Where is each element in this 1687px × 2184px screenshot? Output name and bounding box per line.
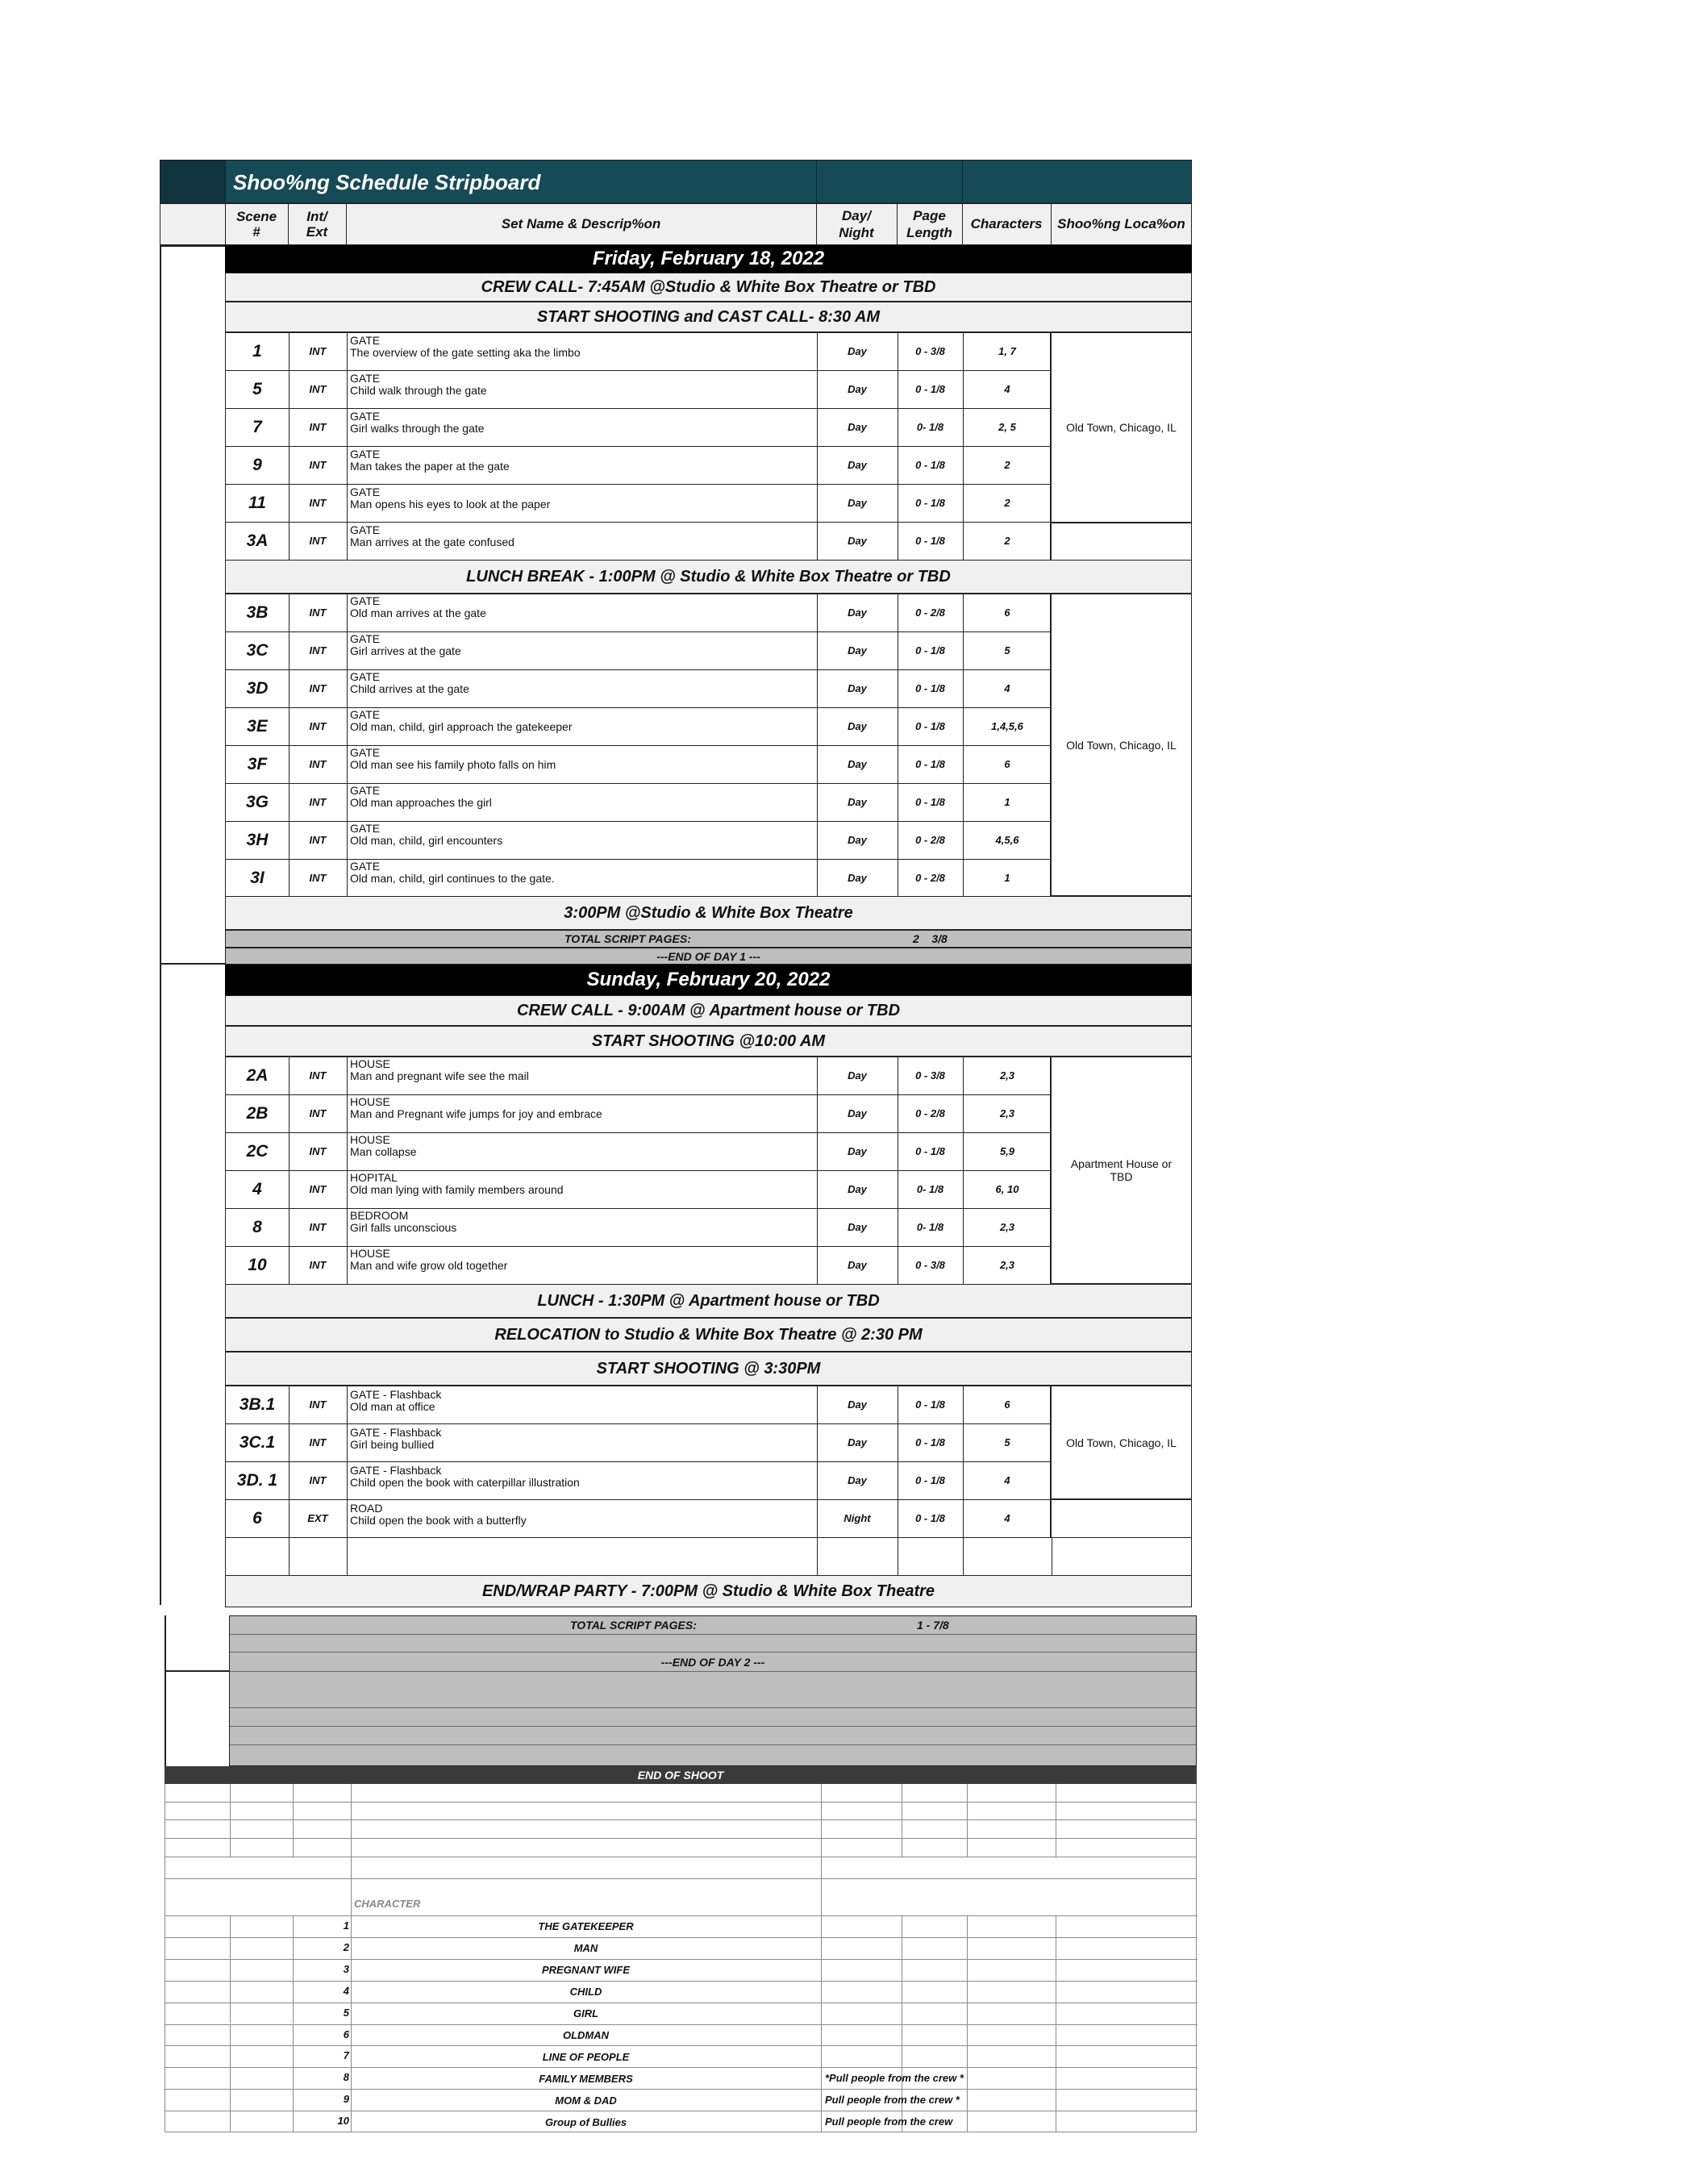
location-cell-empty: [1051, 1499, 1192, 1538]
day-night: Day: [848, 1145, 867, 1157]
characters: 6: [1004, 1398, 1010, 1411]
character-number: 6: [343, 2028, 349, 2040]
day2-total-label: TOTAL SCRIPT PAGES:: [570, 1619, 697, 1632]
page-length: 0 - 3/8: [915, 1259, 945, 1271]
scene-description: Man arrives at the gate confused: [350, 536, 514, 548]
character-row: [165, 2067, 1198, 2089]
page-length: 0 - 2/8: [915, 872, 945, 884]
character-row: [165, 2024, 1198, 2046]
scene-number: 3E: [247, 716, 268, 736]
header-int-ext: Int/ Ext: [306, 209, 328, 240]
scene-description: Man takes the paper at the gate: [350, 460, 510, 473]
character-row: [165, 2045, 1198, 2067]
character-number: 3: [343, 1962, 349, 1975]
set-name: GATE: [350, 486, 381, 498]
day-night: Day: [848, 720, 867, 732]
header-set: Set Name & Descrip%on: [501, 216, 661, 231]
scene-row: [225, 484, 1051, 523]
characters: 2, 5: [998, 421, 1016, 433]
character-name: OLDMAN: [562, 2028, 610, 2041]
scene-description: Man opens his eyes to look at the paper: [350, 498, 551, 511]
end-of-shoot-bar: END OF SHOOT: [165, 1766, 1197, 1784]
day-night: Day: [848, 421, 867, 433]
scene-row: [225, 1461, 1051, 1500]
int-ext: INT: [309, 1474, 327, 1486]
scene-row: [225, 1208, 1051, 1247]
scene-row: [225, 446, 1051, 485]
day1-strip-frame: [160, 245, 161, 965]
day-night: Day: [848, 459, 867, 471]
character-row: [165, 1915, 1198, 1937]
day1-lunch-break: LUNCH BREAK - 1:00PM @ Studio & White Box Theatre or TBD: [225, 560, 1192, 594]
character-name: FAMILY MEMBERS: [539, 2072, 633, 2085]
scene-number: 3C: [246, 640, 269, 660]
scene-row: [225, 408, 1051, 447]
scene-row: [225, 370, 1051, 409]
character-number: 8: [343, 2071, 349, 2084]
scene-description: Old man arrives at the gate: [350, 606, 486, 619]
int-ext: INT: [309, 644, 327, 656]
character-name: MAN: [573, 1942, 598, 1955]
scene-row: [225, 707, 1051, 746]
character-note: Pull people from the crew *: [825, 2094, 960, 2107]
scene-description: Child walk through the gate: [350, 384, 487, 397]
page-length: 0- 1/8: [916, 1183, 944, 1195]
characters: 4,5,6: [995, 834, 1019, 846]
character-name: MOM & DAD: [555, 2094, 617, 2107]
set-name: GATE: [350, 632, 381, 645]
character-number: 1: [343, 1919, 349, 1932]
set-name: GATE: [350, 372, 381, 385]
scene-description: Girl walks through the gate: [350, 422, 485, 435]
day2-location-a: Apartment House or TBD: [1051, 1057, 1192, 1284]
scene-description: Child open the book with a butterfly: [350, 1514, 527, 1527]
set-name: HOUSE: [350, 1095, 390, 1108]
day-night: Day: [848, 1183, 867, 1195]
characters: 4: [1004, 682, 1010, 694]
scene-number: 3I: [250, 868, 265, 887]
characters: 2,3: [999, 1069, 1015, 1082]
set-name: HOUSE: [350, 1133, 390, 1146]
page-length: 0 - 1/8: [915, 720, 945, 732]
scene-description: The overview of the gate setting aka the limbo: [350, 346, 581, 359]
set-name: GATE: [350, 410, 381, 423]
header-location: Shoo%ng Loca%on: [1057, 216, 1185, 231]
scene-row: [225, 1094, 1051, 1133]
page-length: 0 - 1/8: [915, 1145, 945, 1157]
day-night: Day: [848, 758, 867, 770]
int-ext: INT: [309, 758, 327, 770]
scene-description: Old man, child, girl continues to the gate.: [350, 872, 555, 885]
character-row: [165, 2003, 1198, 2024]
scene-number: 10: [248, 1255, 267, 1274]
character-row: [165, 1981, 1198, 2003]
int-ext: INT: [309, 1259, 327, 1271]
int-ext: EXT: [307, 1512, 328, 1524]
int-ext: INT: [309, 1221, 327, 1233]
day-night: Day: [848, 1107, 867, 1119]
int-ext: INT: [309, 345, 327, 357]
page-length: 0 - 1/8: [915, 497, 945, 509]
day1-total-label: TOTAL SCRIPT PAGES:: [564, 932, 691, 945]
page-length: 0- 1/8: [916, 421, 944, 433]
scene-number: 6: [252, 1508, 262, 1528]
page-title: Shoo%ng Schedule Stripboard: [233, 170, 541, 194]
page-length: 0 - 2/8: [915, 834, 945, 846]
set-name: GATE: [350, 746, 381, 759]
day-night: Day: [848, 1221, 867, 1233]
day-night: Day: [848, 834, 867, 846]
character-name: LINE OF PEOPLE: [542, 2050, 630, 2063]
page-length: 0 - 1/8: [915, 1436, 945, 1448]
empty-scene-row: [225, 1537, 1192, 1576]
character-list: [165, 1915, 1196, 2132]
int-ext: INT: [309, 421, 327, 433]
page-length: 0 - 3/8: [915, 345, 945, 357]
scene-row: [225, 522, 1051, 561]
day-night: Day: [848, 606, 867, 619]
day-night: Day: [848, 682, 867, 694]
scene-number: 1: [252, 341, 262, 361]
character-note: *Pull people from the crew *: [825, 2072, 964, 2085]
character-grid: [165, 1784, 1197, 2132]
set-name: HOUSE: [350, 1057, 390, 1070]
scene-row: [225, 859, 1051, 898]
characters: 5,9: [999, 1145, 1015, 1157]
characters: 1, 7: [998, 345, 1016, 357]
characters: 6, 10: [995, 1183, 1019, 1195]
page-length: 0 - 1/8: [915, 1474, 945, 1486]
scene-row: [225, 332, 1051, 371]
scene-number: 3B: [246, 602, 269, 622]
header-page-length: Page Length: [906, 208, 952, 240]
characters: 2,3: [999, 1259, 1015, 1271]
scene-row: [225, 1246, 1051, 1285]
scene-number: 2C: [246, 1141, 269, 1161]
day-night: Day: [848, 345, 867, 357]
int-ext: INT: [309, 383, 327, 395]
page-length: 0- 1/8: [916, 1221, 944, 1233]
day2-date-bar: Sunday, February 20, 2022: [225, 965, 1192, 995]
day-night: Day: [848, 1398, 867, 1411]
set-name: GATE: [350, 860, 381, 873]
set-name: HOUSE: [350, 1247, 390, 1260]
set-name: GATE: [350, 334, 381, 347]
characters: 4: [1004, 1474, 1010, 1486]
day-night: Day: [848, 1474, 867, 1486]
day2-end-of-day: ---END OF DAY 2 ---: [660, 1656, 765, 1669]
day1-end-of-day: ---END OF DAY 1 ---: [225, 948, 1192, 965]
day-night: Day: [848, 1069, 867, 1082]
character-number: 9: [343, 2093, 349, 2106]
scene-number: 3D: [246, 678, 269, 698]
page-length: 0 - 2/8: [915, 606, 945, 619]
set-name: ROAD: [350, 1502, 383, 1515]
int-ext: INT: [309, 606, 327, 619]
set-name: BEDROOM: [350, 1209, 409, 1222]
page-length: 0 - 2/8: [915, 1107, 945, 1119]
characters: 6: [1004, 606, 1010, 619]
character-number: 4: [343, 1984, 349, 1997]
set-name: GATE: [350, 670, 381, 683]
day-night: Day: [848, 796, 867, 808]
int-ext: INT: [309, 1069, 327, 1082]
characters: 2: [1004, 535, 1010, 547]
scene-description: Man and wife grow old together: [350, 1259, 508, 1272]
page-length: 0 - 1/8: [915, 1398, 945, 1411]
scene-description: Child arrives at the gate: [350, 682, 469, 695]
character-name: CHILD: [569, 1986, 602, 1999]
day2-scene-block-a: [225, 1057, 1192, 1284]
characters: 2: [1004, 459, 1010, 471]
character-number: 10: [337, 2115, 349, 2128]
day1-location-b: Old Town, Chicago, IL: [1051, 594, 1192, 896]
character-row: [165, 2111, 1198, 2132]
characters: 4: [1004, 383, 1010, 395]
day-night: Night: [844, 1512, 871, 1524]
character-header: CHARACTER: [354, 1898, 421, 1910]
day1-total-pages-row: [225, 930, 1192, 948]
page-length: 0 - 1/8: [915, 796, 945, 808]
page-length: 0 - 1/8: [915, 758, 945, 770]
scene-row: [225, 821, 1051, 860]
scene-description: Man collapse: [350, 1145, 417, 1158]
scene-number: 2A: [246, 1065, 269, 1085]
scene-row: [225, 1132, 1051, 1171]
scene-row: [225, 1057, 1051, 1095]
int-ext: INT: [309, 872, 327, 884]
int-ext: INT: [309, 1398, 327, 1411]
day2-relocation: RELOCATION to Studio & White Box Theatre @ 2:30 PM: [225, 1318, 1192, 1352]
characters: 4: [1004, 1512, 1010, 1524]
character-number: 5: [343, 2006, 349, 2019]
scene-row: [225, 1170, 1051, 1209]
character-note: Pull people from the crew: [825, 2115, 953, 2128]
scene-row: [225, 1386, 1051, 1424]
header-characters: Characters: [970, 216, 1043, 231]
scene-number: 7: [252, 417, 262, 436]
day2-crew-call: CREW CALL - 9:00AM @ Apartment house or TBD: [225, 995, 1192, 1026]
character-name: PREGNANT WIFE: [541, 1964, 631, 1977]
page-length: 0 - 1/8: [915, 459, 945, 471]
day2-total-block: [229, 1615, 1197, 1766]
scene-row: [225, 1499, 1051, 1538]
scene-number: 11: [248, 493, 266, 512]
scene-description: Old man, child, girl encounters: [350, 834, 503, 847]
scene-number: 3D. 1: [236, 1470, 278, 1490]
scene-description: Old man lying with family members around: [350, 1183, 564, 1196]
characters: 1: [1004, 796, 1010, 808]
day2-wrap-party: END/WRAP PARTY - 7:00PM @ Studio & White Box Theatre: [225, 1575, 1192, 1607]
day-night: Day: [848, 497, 867, 509]
scene-number: 5: [252, 379, 262, 398]
day1-scene-block-b: [225, 594, 1192, 896]
day2-lunch: LUNCH - 1:30PM @ Apartment house or TBD: [225, 1284, 1192, 1318]
scene-number: 9: [252, 455, 262, 474]
int-ext: INT: [309, 1183, 327, 1195]
header-day-night: Day/ Night: [839, 208, 874, 240]
day-night: Day: [848, 644, 867, 656]
characters: 1,4,5,6: [991, 720, 1023, 732]
day1-crew-call: CREW CALL- 7:45AM @Studio & White Box Theatre or TBD: [225, 273, 1192, 302]
set-name: GATE: [350, 594, 381, 607]
scene-description: Man and Pregnant wife jumps for joy and embrace: [350, 1107, 602, 1120]
int-ext: INT: [309, 535, 327, 547]
day-night: Day: [848, 1436, 867, 1448]
location-cell-empty: [1051, 523, 1192, 561]
scene-description: Man and pregnant wife see the mail: [350, 1069, 529, 1082]
character-number: 7: [343, 2049, 349, 2062]
scene-description: Girl being bullied: [350, 1438, 435, 1451]
set-name: GATE: [350, 822, 381, 835]
scene-description: Old man approaches the girl: [350, 796, 492, 809]
scene-row: [225, 1423, 1051, 1462]
scene-row: [225, 745, 1051, 784]
page-length: 0 - 1/8: [915, 1512, 945, 1524]
int-ext: INT: [309, 1436, 327, 1448]
scene-row: [225, 783, 1051, 822]
day2-strip-frame: [160, 963, 161, 1605]
character-row: [165, 2089, 1198, 2111]
set-name: GATE: [350, 448, 381, 461]
int-ext: INT: [309, 720, 327, 732]
character-name: THE GATEKEEPER: [538, 1920, 634, 1933]
scene-number: 3F: [247, 754, 268, 773]
page-length: 0 - 1/8: [915, 682, 945, 694]
int-ext: INT: [309, 459, 327, 471]
characters: 2: [1004, 497, 1010, 509]
int-ext: INT: [309, 682, 327, 694]
scene-description: Old man, child, girl approach the gatekeeper: [350, 720, 573, 733]
scene-number: 8: [252, 1217, 262, 1236]
int-ext: INT: [309, 834, 327, 846]
column-header-row: [160, 203, 1192, 245]
page-length: 0 - 1/8: [915, 535, 945, 547]
day1-wrap: 3:00PM @Studio & White Box Theatre: [225, 896, 1192, 930]
day1-scene-block-a: [225, 332, 1192, 560]
characters: 1: [1004, 872, 1010, 884]
scene-row: [225, 669, 1051, 708]
scene-description: Old man see his family photo falls on him: [350, 758, 556, 771]
day2-start-shooting-2: START SHOOTING @ 3:30PM: [225, 1352, 1192, 1386]
scene-row: [225, 631, 1051, 670]
scene-number: 3H: [246, 830, 269, 849]
page-length: 0 - 1/8: [915, 644, 945, 656]
character-number: 2: [343, 1940, 349, 1953]
day1-date-bar: Friday, February 18, 2022: [225, 245, 1192, 273]
day-night: Day: [848, 383, 867, 395]
scene-description: Old man at office: [350, 1400, 435, 1413]
set-name: HOPITAL: [350, 1171, 398, 1184]
header-scene: Scene #: [235, 209, 277, 240]
characters: 5: [1004, 1436, 1010, 1448]
scene-number: 3C.1: [239, 1432, 276, 1452]
page-length: 0 - 1/8: [915, 383, 945, 395]
int-ext: INT: [309, 497, 327, 509]
set-name: GATE - Flashback: [350, 1426, 442, 1439]
character-row: [165, 1937, 1198, 1959]
scene-number: 4: [252, 1179, 262, 1198]
set-name: GATE: [350, 523, 381, 536]
scene-number: 3A: [246, 531, 269, 550]
character-name: Group of Bullies: [544, 2115, 627, 2128]
characters: 2,3: [999, 1221, 1015, 1233]
scene-number: 3G: [245, 792, 269, 811]
set-name: GATE: [350, 784, 381, 797]
day2-scene-block-b: [225, 1386, 1192, 1575]
day2-total-value: 1 - 7/8: [917, 1619, 949, 1632]
characters: 2,3: [999, 1107, 1015, 1119]
set-name: GATE - Flashback: [350, 1388, 442, 1401]
day2-start-shooting: START SHOOTING @10:00 AM: [225, 1026, 1192, 1057]
set-name: GATE: [350, 708, 381, 721]
set-name: GATE - Flashback: [350, 1464, 442, 1477]
day-night: Day: [848, 535, 867, 547]
page-length: 0 - 3/8: [915, 1069, 945, 1082]
title-bar: [160, 160, 1192, 203]
int-ext: INT: [309, 1107, 327, 1119]
int-ext: INT: [309, 796, 327, 808]
day-night: Day: [848, 872, 867, 884]
day1-total-value: 2 3/8: [913, 932, 948, 945]
day-night: Day: [848, 1259, 867, 1271]
characters: 6: [1004, 758, 1010, 770]
scene-row: [225, 594, 1051, 632]
scene-description: Girl arrives at the gate: [350, 644, 461, 657]
scene-number: 3B.1: [239, 1394, 276, 1414]
scene-description: Girl falls unconscious: [350, 1221, 457, 1234]
day1-location-a: Old Town, Chicago, IL: [1051, 332, 1192, 523]
character-row: [165, 1959, 1198, 1981]
character-name: GIRL: [573, 2007, 599, 2020]
int-ext: INT: [309, 1145, 327, 1157]
characters: 5: [1004, 644, 1010, 656]
day2-location-b: Old Town, Chicago, IL: [1051, 1386, 1192, 1499]
scene-description: Child open the book with caterpillar illustration: [350, 1476, 580, 1489]
scene-number: 2B: [246, 1103, 269, 1123]
day1-start-shooting: START SHOOTING and CAST CALL- 8:30 AM: [225, 302, 1192, 332]
